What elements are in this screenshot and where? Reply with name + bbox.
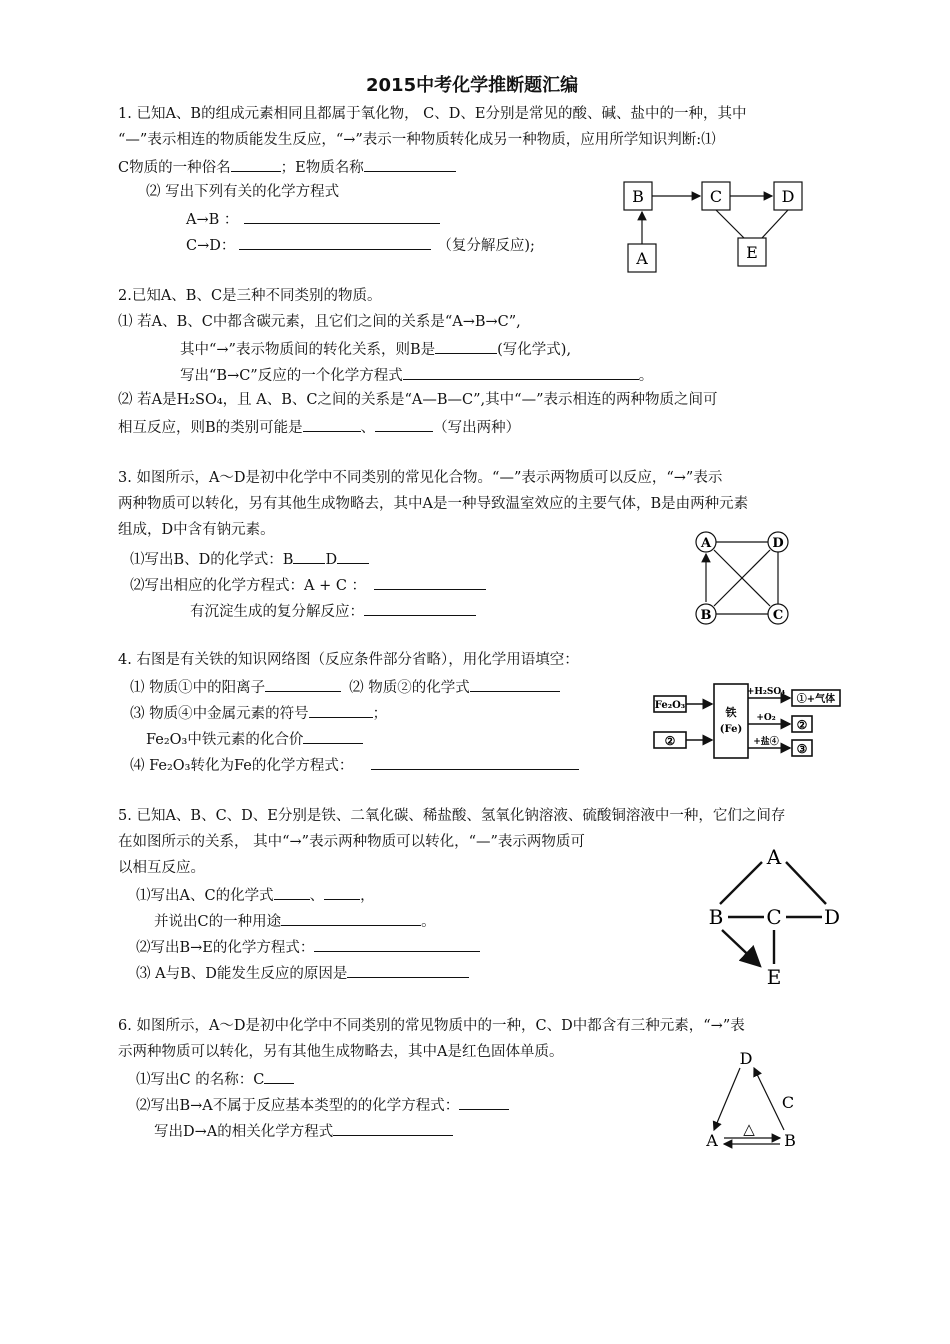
q1-line6 bbox=[186, 234, 535, 256]
q5-blank-a[interactable] bbox=[274, 884, 310, 900]
q5-line6 bbox=[136, 936, 480, 958]
q2-line3b: (写化学式), bbox=[497, 342, 572, 358]
q4-blank-equation[interactable] bbox=[371, 754, 579, 770]
q6-blank-ba[interactable] bbox=[459, 1094, 509, 1110]
q2-line4 bbox=[180, 364, 653, 386]
q2-line4a: 写出“B→C”反应的一个化学方程式 bbox=[180, 368, 403, 384]
q2-blank-type1[interactable] bbox=[303, 416, 361, 432]
q6-line4 bbox=[136, 1094, 509, 1116]
q4-blank-valence[interactable] bbox=[303, 728, 363, 744]
page-title: 2015中考化学推断题汇编 bbox=[366, 75, 579, 96]
q5-blank-reason[interactable] bbox=[347, 962, 469, 978]
q4-blank-formula2[interactable] bbox=[470, 676, 560, 692]
q6-blank-c[interactable] bbox=[264, 1068, 294, 1084]
q5-label-c: C bbox=[766, 905, 782, 929]
q6-line5 bbox=[154, 1120, 453, 1142]
q2-blank-bc[interactable] bbox=[403, 364, 639, 380]
q5-line7-label: ⑶ A与B、D能发生反应的原因是 bbox=[136, 966, 348, 982]
q1-blank-ab[interactable] bbox=[244, 208, 440, 224]
q4-label-iron: 铁 bbox=[725, 706, 737, 719]
q6-line3 bbox=[136, 1068, 294, 1090]
q1-blank-c-name[interactable] bbox=[231, 156, 281, 172]
q5-blank-use[interactable] bbox=[281, 910, 421, 926]
q6-label-c: C bbox=[781, 1093, 795, 1112]
q1-line6a: C→D： bbox=[186, 238, 236, 254]
q5-label-e: E bbox=[766, 965, 782, 989]
q1-line3b: ；E物质名称 bbox=[280, 160, 364, 176]
q4-line5-label: ⑷ Fe₂O₃转化为Fe的化学方程式： bbox=[130, 758, 354, 774]
q5-diagram bbox=[702, 844, 852, 992]
q3-line1: 3. 如图所示，A～D是初中化学中不同类别的常见化合物。“—”表示两物质可以反应，“→”表示 bbox=[118, 470, 723, 486]
q1-blank-e-name[interactable] bbox=[364, 156, 456, 172]
q4-line2b: ⑵ 物质②的化学式 bbox=[349, 680, 470, 696]
q5-line1: 5. 已知A、B、C、D、E分别是铁、二氧化碳、稀盐酸、氢氧化钠溶液、硫酸铜溶液中一种，它们之间存 bbox=[118, 808, 786, 824]
q4-line3a: ⑶ 物质④中金属元素的符号 bbox=[130, 706, 309, 722]
q5-line3: 以相互反应。 bbox=[118, 860, 205, 876]
q1-diagram bbox=[616, 176, 816, 276]
q3-line6 bbox=[190, 600, 476, 622]
q4-blank-cation[interactable] bbox=[265, 676, 341, 692]
q3-line5 bbox=[130, 574, 486, 596]
q4-box-iron bbox=[714, 684, 748, 758]
q2-line1: 2.已知A、B、C是三种不同类别的物质。 bbox=[118, 288, 382, 304]
q6-line1: 6. 如图所示，A～D是初中化学中不同类别的常见物质中的一种，C、D中都含有三种元素，“→”表 bbox=[118, 1018, 745, 1034]
q2-line3a: 其中“→”表示物质间的转化关系，则B是 bbox=[180, 342, 436, 358]
q4-line2a: ⑴ 物质①中的阳离子 bbox=[130, 680, 266, 696]
q3-blank-b[interactable] bbox=[293, 548, 325, 564]
q2-line6c: （写出两种） bbox=[433, 420, 521, 436]
q4-line1: 4. 右图是有关铁的知识网络图（反应条件部分省略），用化学用语填空： bbox=[118, 652, 579, 668]
q3-line4b: D bbox=[325, 552, 338, 568]
q5-line6-label: ⑵写出B→E的化学方程式： bbox=[136, 940, 315, 956]
q2-line3 bbox=[180, 338, 571, 360]
q1-blank-cd[interactable] bbox=[239, 234, 431, 250]
q6-diagram bbox=[700, 1046, 810, 1152]
q1-line4: ⑵ 写出下列有关的化学方程式 bbox=[146, 184, 340, 200]
q4-line3b: ； bbox=[372, 706, 388, 722]
q5-label-a: A bbox=[766, 845, 782, 869]
q5-line4a: ⑴写出A、C的化学式 bbox=[136, 888, 274, 904]
q4-label-fe: (Fe) bbox=[719, 724, 743, 735]
q5-line4c: ， bbox=[360, 888, 375, 904]
q1-line5 bbox=[186, 208, 440, 230]
q2-line2: ⑴ 若A、B、C中都含碳元素，且它们之间的关系是“A→B→C”, bbox=[118, 314, 521, 330]
q2-line6 bbox=[118, 416, 520, 438]
q4-line2 bbox=[130, 676, 560, 698]
q6-label-d: D bbox=[739, 1049, 753, 1068]
q1-label-a: A bbox=[636, 249, 648, 268]
q3-label-d: D bbox=[772, 536, 784, 551]
q5-line7 bbox=[136, 962, 469, 984]
q3-label-a: A bbox=[700, 536, 712, 551]
q3-line3: 组成，D中含有钠元素。 bbox=[118, 522, 275, 538]
q2-line4b: 。 bbox=[638, 368, 654, 384]
q4-line4 bbox=[146, 728, 363, 750]
q3-line6-label: 有沉淀生成的复分解反应： bbox=[190, 604, 364, 620]
q1-line5-label: A→B ： bbox=[186, 212, 239, 228]
q6-line4-label: ⑵写出B→A不属于反应基本类型的的化学方程式： bbox=[136, 1098, 460, 1114]
q3-blank-precip[interactable] bbox=[364, 600, 476, 616]
q3-line4 bbox=[130, 548, 369, 570]
q1-label-b: B bbox=[632, 187, 644, 206]
q4-line4-label: Fe₂O₃中铁元素的化合价 bbox=[146, 732, 304, 748]
q5-line5 bbox=[154, 910, 436, 932]
q5-line5a: 并说出C的一种用途 bbox=[154, 914, 282, 930]
q2-blank-b[interactable] bbox=[435, 338, 497, 354]
q2-blank-type2[interactable] bbox=[375, 416, 433, 432]
q6-line5-label: 写出D→A的相关化学方程式 bbox=[154, 1124, 334, 1140]
q3-line4a: ⑴写出B、D的化学式：B bbox=[130, 552, 294, 568]
q4-arrow2-label: +O₂ bbox=[756, 713, 776, 723]
q5-line4 bbox=[136, 884, 375, 906]
q4-blank-metal[interactable] bbox=[309, 702, 373, 718]
q1-label-e: E bbox=[746, 243, 758, 262]
q6-label-b: B bbox=[784, 1131, 796, 1150]
q1-line3a: C物质的一种俗名 bbox=[118, 160, 231, 176]
q3-blank-ac[interactable] bbox=[374, 574, 486, 590]
q3-line2: 两种物质可以转化，另有其他生成物略去，其中A是一种导致温室效应的主要气体，B是由两种元素 bbox=[118, 496, 749, 512]
q6-line3-label: ⑴写出C 的名称：C bbox=[136, 1072, 265, 1088]
q4-label-1-gas: ①+气体 bbox=[796, 694, 836, 705]
q3-blank-d[interactable] bbox=[337, 548, 369, 564]
q6-blank-da[interactable] bbox=[333, 1120, 453, 1136]
q4-label-2-left: ② bbox=[664, 734, 676, 748]
q5-blank-c[interactable] bbox=[324, 884, 360, 900]
q6-line2: 示两种物质可以转化，另有其他生成物略去，其中A是红色固体单质。 bbox=[118, 1044, 564, 1060]
q1-line3 bbox=[118, 156, 456, 178]
q4-label-fe2o3: Fe₂O₃ bbox=[654, 700, 686, 711]
q5-line4b: 、 bbox=[309, 888, 325, 904]
q5-blank-be[interactable] bbox=[314, 936, 480, 952]
q4-diagram bbox=[652, 682, 842, 760]
q3-label-c: C bbox=[772, 608, 784, 623]
q2-line6b: 、 bbox=[360, 420, 376, 436]
q1-line6b: （复分解反应); bbox=[437, 238, 535, 254]
q5-label-d: D bbox=[823, 905, 841, 929]
q3-diagram bbox=[688, 526, 798, 636]
q4-label-3-right: ③ bbox=[796, 742, 808, 756]
q1-line1: 1. 已知A、B的组成元素相同且都属于氧化物， C、D、E分别是常见的酸、碱、盐中的一种，其中 bbox=[118, 106, 747, 122]
q2-line6a: 相互反应，则B的类别可能是 bbox=[118, 420, 303, 436]
q3-line5-label: ⑵写出相应的化学方程式：A + C ： bbox=[130, 578, 367, 594]
q5-line5b: 。 bbox=[421, 914, 436, 930]
q4-line3 bbox=[130, 702, 387, 724]
q1-label-c: C bbox=[709, 187, 723, 206]
q4-label-2-right: ② bbox=[796, 718, 808, 732]
q4-arrow3-label: +盐④ bbox=[753, 737, 779, 747]
q1-label-d: D bbox=[781, 187, 795, 206]
q6-label-a: A bbox=[706, 1131, 718, 1150]
q5-label-b: B bbox=[708, 905, 724, 929]
q3-label-b: B bbox=[700, 608, 712, 623]
q6-heat-symbol: △ bbox=[743, 1120, 755, 1138]
q4-arrow1-label: +H₂SO₄ bbox=[746, 687, 786, 697]
q2-line5: ⑵ 若A是H₂SO₄，且 A、B、C之间的关系是“A—B—C”,其中“—”表示相连的两种物质之间可 bbox=[118, 392, 718, 408]
q4-line5 bbox=[130, 754, 579, 776]
q5-line2: 在如图所示的关系， 其中“→”表示两种物质可以转化，“—”表示两物质可 bbox=[118, 834, 585, 850]
q1-line2: “—”表示相连的物质能发生反应，“→”表示一种物质转化成另一种物质，应用所学知识判断:⑴ bbox=[118, 132, 716, 148]
